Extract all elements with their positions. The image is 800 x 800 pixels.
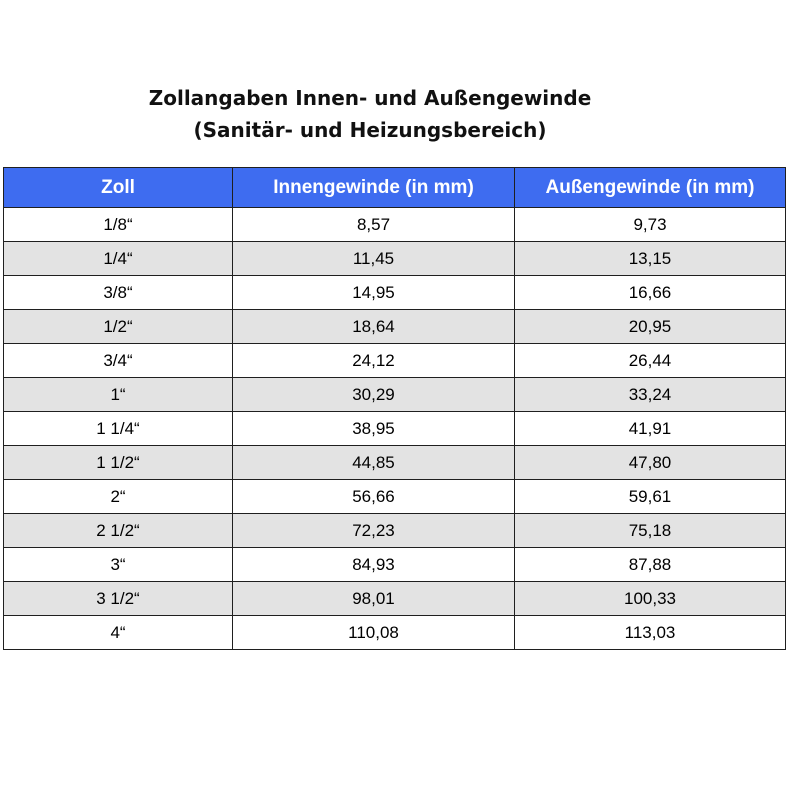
cell-zoll: 3/4“ <box>4 344 233 378</box>
table-row <box>4 480 786 514</box>
cell-aussengewinde: 16,66 <box>515 276 786 310</box>
table-row <box>4 446 786 480</box>
cell-innengewinde: 72,23 <box>233 514 515 548</box>
cell-zoll: 3 1/2“ <box>4 582 233 616</box>
cell-aussengewinde: 9,73 <box>515 208 786 242</box>
cell-innengewinde: 24,12 <box>233 344 515 378</box>
table-header-row <box>4 168 786 208</box>
table-row <box>4 378 786 412</box>
cell-innengewinde: 8,57 <box>233 208 515 242</box>
cell-innengewinde: 56,66 <box>233 480 515 514</box>
cell-zoll: 1 1/2“ <box>4 446 233 480</box>
cell-zoll: 1/4“ <box>4 242 233 276</box>
table-row <box>4 344 786 378</box>
cell-innengewinde: 11,45 <box>233 242 515 276</box>
table-row <box>4 276 786 310</box>
cell-innengewinde: 110,08 <box>233 616 515 650</box>
table-row <box>4 582 786 616</box>
cell-zoll: 1/2“ <box>4 310 233 344</box>
table-row <box>4 548 786 582</box>
cell-aussengewinde: 59,61 <box>515 480 786 514</box>
thread-size-table <box>3 167 786 650</box>
cell-innengewinde: 84,93 <box>233 548 515 582</box>
cell-zoll: 1“ <box>4 378 233 412</box>
cell-aussengewinde: 33,24 <box>515 378 786 412</box>
cell-aussengewinde: 26,44 <box>515 344 786 378</box>
column-header-innengewinde: Innengewinde (in mm) <box>233 168 515 208</box>
page-title <box>0 82 740 146</box>
cell-aussengewinde: 47,80 <box>515 446 786 480</box>
cell-innengewinde: 98,01 <box>233 582 515 616</box>
cell-aussengewinde: 87,88 <box>515 548 786 582</box>
title-line-2: (Sanitär- und Heizungsbereich) <box>193 118 547 142</box>
cell-aussengewinde: 113,03 <box>515 616 786 650</box>
cell-aussengewinde: 13,15 <box>515 242 786 276</box>
cell-zoll: 1/8“ <box>4 208 233 242</box>
title-line-1: Zollangaben Innen- und Außengewinde <box>148 86 592 110</box>
cell-innengewinde: 44,85 <box>233 446 515 480</box>
table-row <box>4 208 786 242</box>
cell-zoll: 2“ <box>4 480 233 514</box>
cell-zoll: 2 1/2“ <box>4 514 233 548</box>
table-row <box>4 412 786 446</box>
table-body <box>4 208 786 650</box>
table-row <box>4 242 786 276</box>
cell-aussengewinde: 75,18 <box>515 514 786 548</box>
column-header-zoll: Zoll <box>4 168 233 208</box>
cell-innengewinde: 18,64 <box>233 310 515 344</box>
cell-zoll: 4“ <box>4 616 233 650</box>
cell-zoll: 3“ <box>4 548 233 582</box>
cell-innengewinde: 30,29 <box>233 378 515 412</box>
cell-aussengewinde: 20,95 <box>515 310 786 344</box>
cell-zoll: 3/8“ <box>4 276 233 310</box>
table-row <box>4 310 786 344</box>
table-row <box>4 514 786 548</box>
cell-zoll: 1 1/4“ <box>4 412 233 446</box>
cell-innengewinde: 14,95 <box>233 276 515 310</box>
column-header-aussengewinde: Außengewinde (in mm) <box>515 168 786 208</box>
cell-aussengewinde: 100,33 <box>515 582 786 616</box>
cell-innengewinde: 38,95 <box>233 412 515 446</box>
table-row <box>4 616 786 650</box>
cell-aussengewinde: 41,91 <box>515 412 786 446</box>
